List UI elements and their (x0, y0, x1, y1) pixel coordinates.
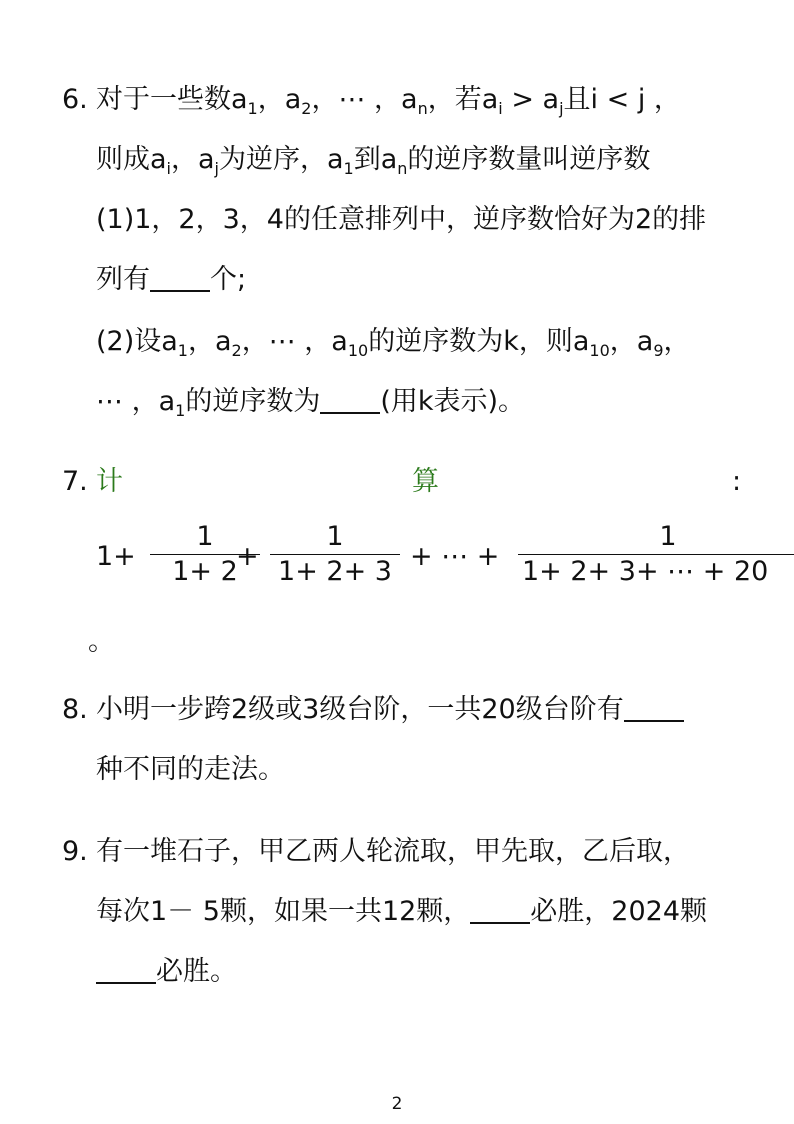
q8-number: 8. (62, 694, 88, 725)
q6-part-2: (2)设$a_1$，$a_2$，⋯ ，$a_{10}$的逆序数为k，则$a_{10}$，$a_9$， (96, 326, 691, 360)
q7-fraction-3: 1 1+ 2+ 3+ ⋯ + 20 (518, 520, 794, 589)
answer-blank[interactable] (470, 896, 530, 924)
answer-blank[interactable] (150, 264, 210, 292)
answer-blank[interactable] (96, 956, 156, 984)
q7-fraction-2: 1 1+ 2+ 3 (270, 520, 400, 589)
q6-part-1: (1)1，2，3，4的任意排列中，逆序数恰好为2的排 (96, 204, 707, 235)
q9-number: 9. (62, 836, 88, 867)
q7-colon: : (732, 466, 742, 497)
answer-blank[interactable] (320, 386, 380, 414)
q7-plus-2: + ⋯ + (410, 541, 500, 572)
q9-line-1: 有一堆石子，甲乙两人轮流取，甲先取，乙后取， (96, 836, 690, 867)
q7-number: 7. (62, 466, 88, 497)
q7-word-1: 计 (96, 466, 123, 497)
q6-number: 6. (62, 84, 88, 115)
q6-line-1: 对于一些数$a_1$，$a_2$，⋯ ，$a_n$，若$a_i > a_j$且i < j ， (96, 84, 681, 118)
answer-blank[interactable] (624, 694, 684, 722)
q6-line-4: 列有 个; (96, 264, 247, 295)
q6-line-2: 则成$a_i$，$a_j$为逆序，$a_1$到$a_n$的逆序数量叫逆序数 (96, 144, 651, 178)
q8-line-1: 小明一步跨2级或3级台阶，一共20级台阶有 (96, 690, 684, 730)
q7-fraction-3-clip (518, 520, 794, 604)
q7-plus-1: + (236, 541, 259, 572)
q7-lead: 1+ (96, 541, 136, 572)
q7-end: 。 (88, 626, 115, 657)
q7-word-2: 算 (412, 466, 439, 497)
q8-line-2: 种不同的走法。 (96, 754, 285, 785)
q7-fraction-1: 1 1+ 2 (150, 520, 260, 589)
q9-line-2: 每次1－ 5颗，如果一共12颗， 必胜，2024颗 (96, 896, 708, 927)
q6-line-6: ⋯ ，$a_1$的逆序数为 (用k表示)。 (96, 386, 526, 420)
q9-line-3: 必胜。 (96, 952, 237, 992)
page-number: 2 (391, 1094, 403, 1114)
